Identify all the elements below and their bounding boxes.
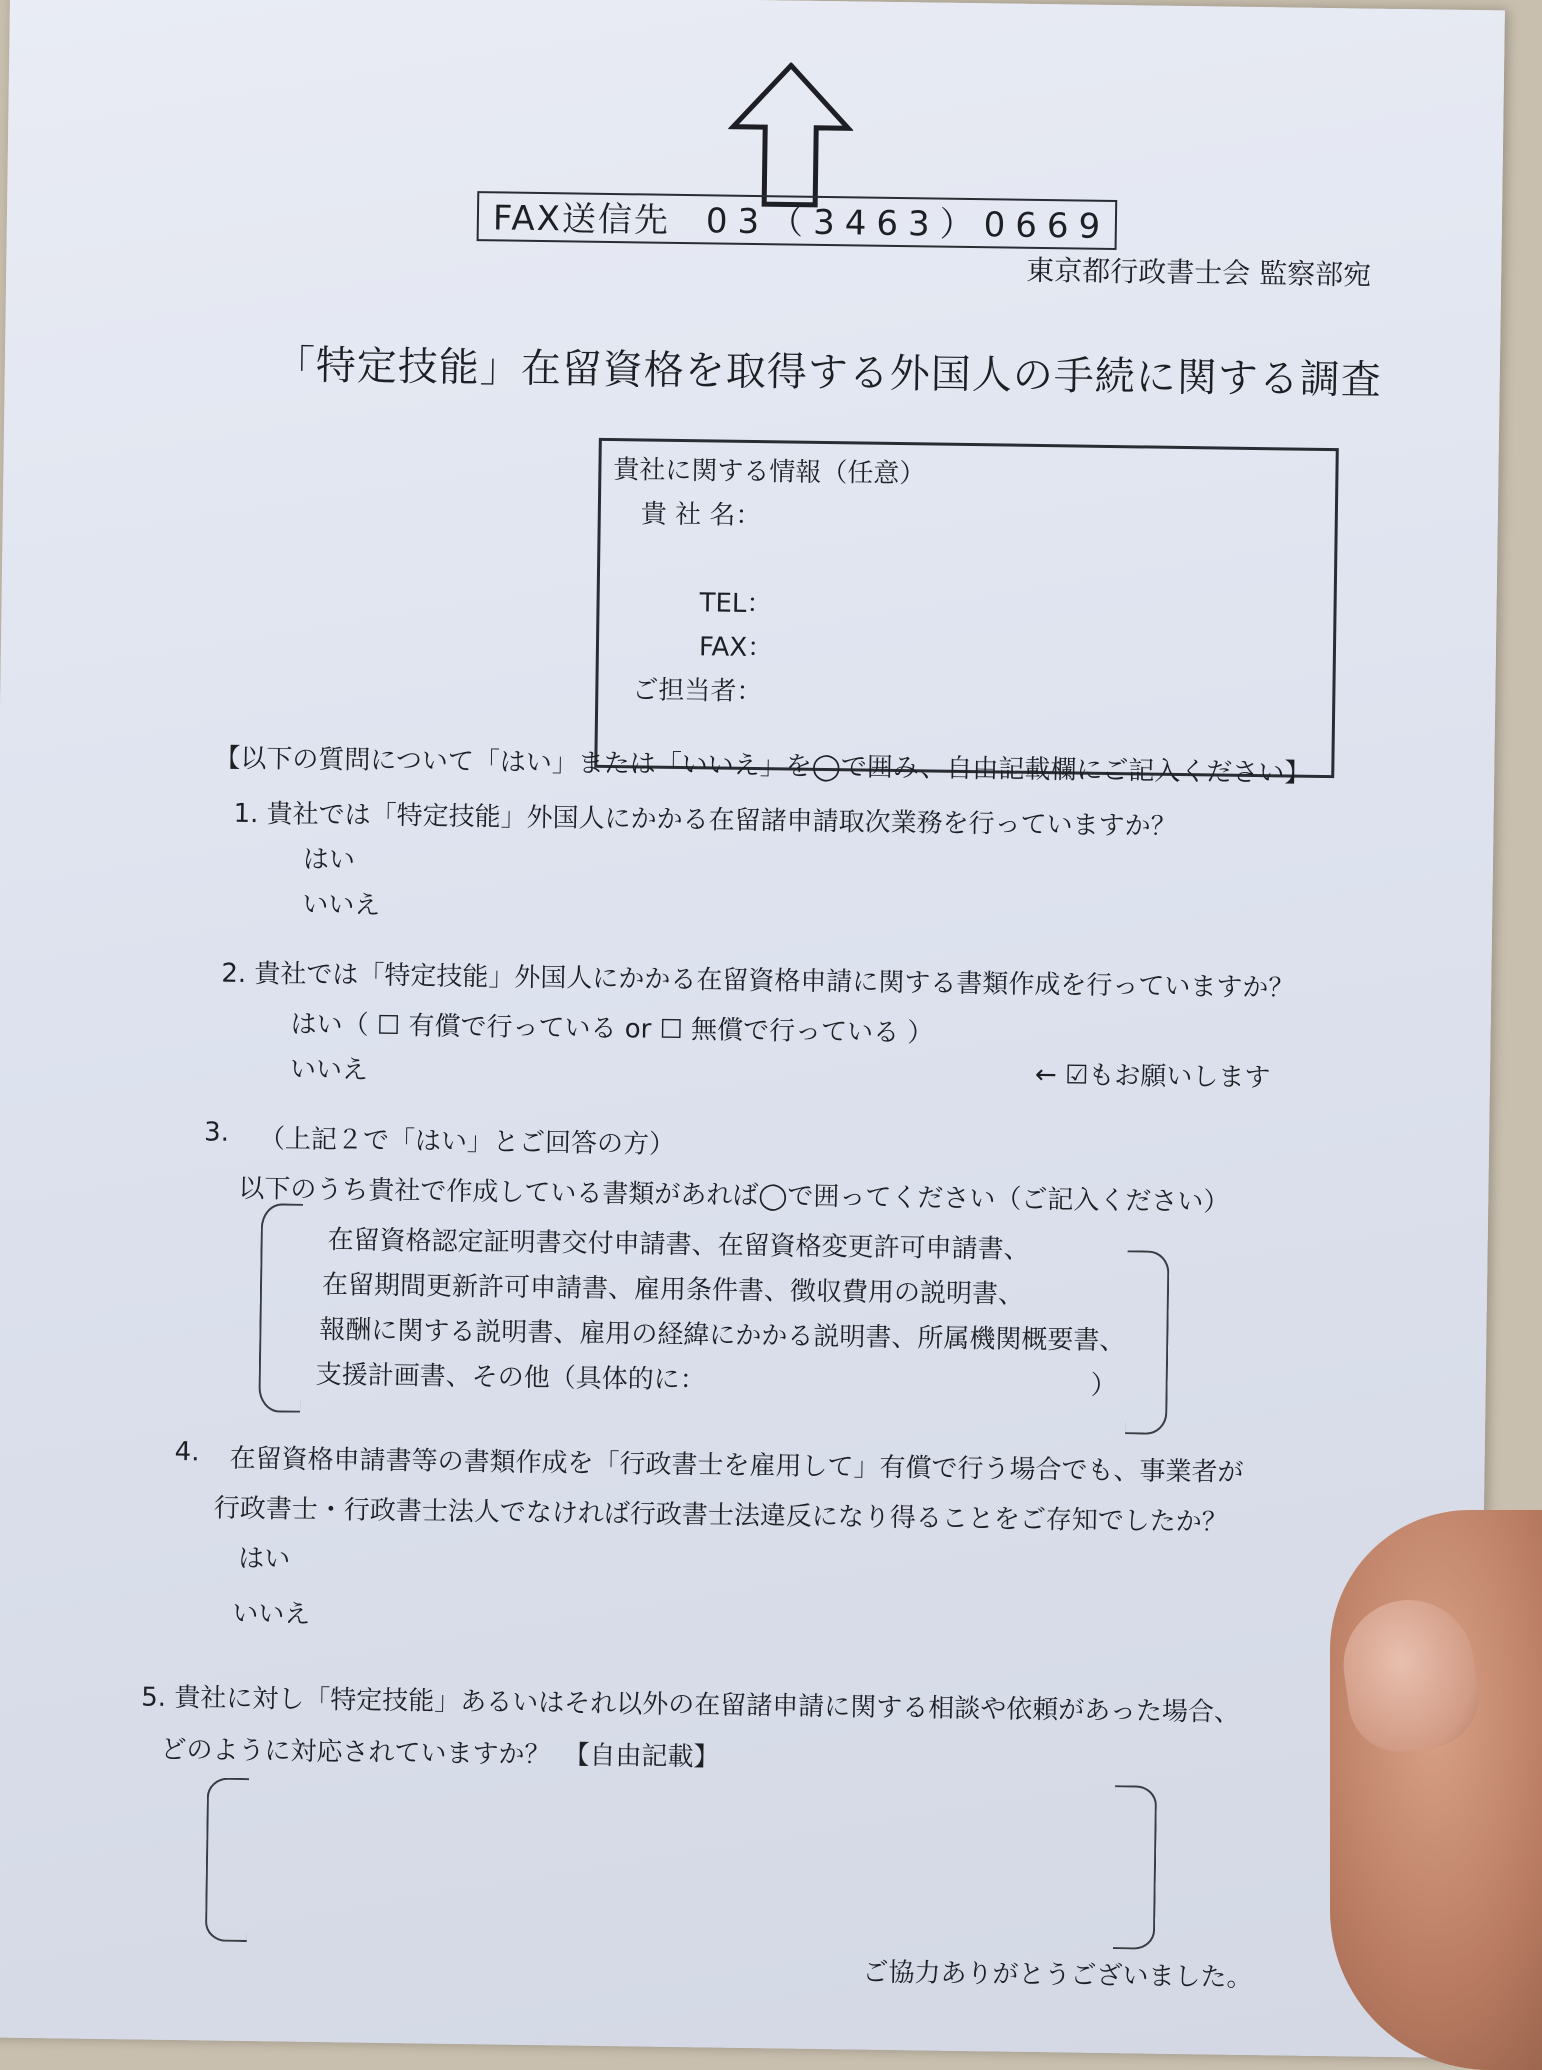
q3-close-paren: ） — [1090, 1370, 1117, 1402]
hand-thumb — [1330, 1510, 1542, 2070]
q3-doc-line-2[interactable]: 在留期間更新許可申請書、雇用条件書、徴収費用の説明書、 — [321, 1270, 1025, 1310]
q5-left-bracket — [205, 1777, 249, 1942]
contact-person-field[interactable]: ご担当者： — [632, 675, 763, 708]
question-2: 2. 貴社では「特定技能」外国人にかかる在留資格申請に関する書類作成を行っていますか？ — [221, 958, 1295, 1004]
up-arrow-icon — [727, 62, 854, 209]
q4-number: 4. — [174, 1437, 200, 1468]
question-5-line-2: どのように対応されていますか？ 【自由記載】 — [160, 1734, 720, 1773]
instructions: 【以下の質問について「はい」または「いいえ」を◯で囲み、自由記載欄にご記入ください】 — [214, 743, 1311, 789]
question-1: 1. 貴社では「特定技能」外国人にかかる在留諸申請取次業務を行っていますか？ — [233, 798, 1177, 842]
company-info-heading: 貴社に関する情報（任意） — [613, 455, 926, 490]
q4-yes-option[interactable]: はい — [237, 1543, 291, 1575]
q3-doc-line-4[interactable]: 支援計画書、その他（具体的に： — [315, 1359, 706, 1396]
q2-no-option[interactable]: いいえ — [289, 1054, 369, 1086]
q5-free-text-area[interactable] — [253, 1783, 1105, 1945]
q3-condition: （上記２で「はい」とご回答の方） — [258, 1124, 676, 1160]
q1-yes-option[interactable]: はい — [302, 844, 356, 876]
closing-message: ご協力ありがとうございました。 — [862, 1957, 1253, 1994]
q3-doc-line-1[interactable]: 在留資格認定証明書交付申請書、在留資格変更許可申請書、 — [327, 1225, 1030, 1265]
q3-left-bracket — [258, 1203, 303, 1413]
fax-label: FAX送信先 — [492, 198, 671, 241]
fax-number: 03（3463）0669 — [705, 201, 1111, 247]
company-name-field[interactable]: 貴 社 名： — [640, 499, 762, 532]
company-info-box — [594, 438, 1339, 778]
recipient: 東京都行政書士会 監察部宛 — [1026, 253, 1372, 292]
q2-checkbox-note: ← ☑もお願いします — [1034, 1059, 1271, 1094]
fax-destination-box — [477, 191, 1118, 250]
q2-yes-option[interactable]: はい（ ☐ 有償で行っている or ☐ 無償で行っている ） — [290, 1009, 934, 1049]
tel-field[interactable]: TEL： — [699, 588, 773, 620]
question-3: 以下のうち貴社で作成している書類があれば◯で囲ってください（ご記入ください） — [238, 1173, 1230, 1218]
q5-right-bracket — [1113, 1785, 1157, 1950]
question-4-line-1: 在留資格申請書等の書類作成を「行政書士を雇用して」有償で行う場合でも、事業者が — [229, 1443, 1244, 1488]
survey-title: 「特定技能」在留資格を取得する外国人の手続に関する調査 — [274, 342, 1383, 404]
q1-no-option[interactable]: いいえ — [302, 889, 381, 921]
q3-right-bracket — [1125, 1250, 1170, 1435]
question-4-line-2: 行政書士・行政書士法人でなければ行政書士法違反になり得ることをご存知でしたか？ — [213, 1493, 1229, 1538]
fax-field[interactable]: FAX： — [698, 632, 774, 664]
q4-no-option[interactable]: いいえ — [232, 1598, 311, 1630]
question-5-line-1: 5. 貴社に対し「特定技能」あるいはそれ以外の在留諸申請に関する相談や依頼があった場合、 — [141, 1682, 1241, 1728]
q3-doc-line-3[interactable]: 報酬に関する説明書、雇用の経緯にかかる説明書、所属機関概要書、 — [319, 1315, 1126, 1357]
q3-number: 3. — [203, 1117, 230, 1148]
